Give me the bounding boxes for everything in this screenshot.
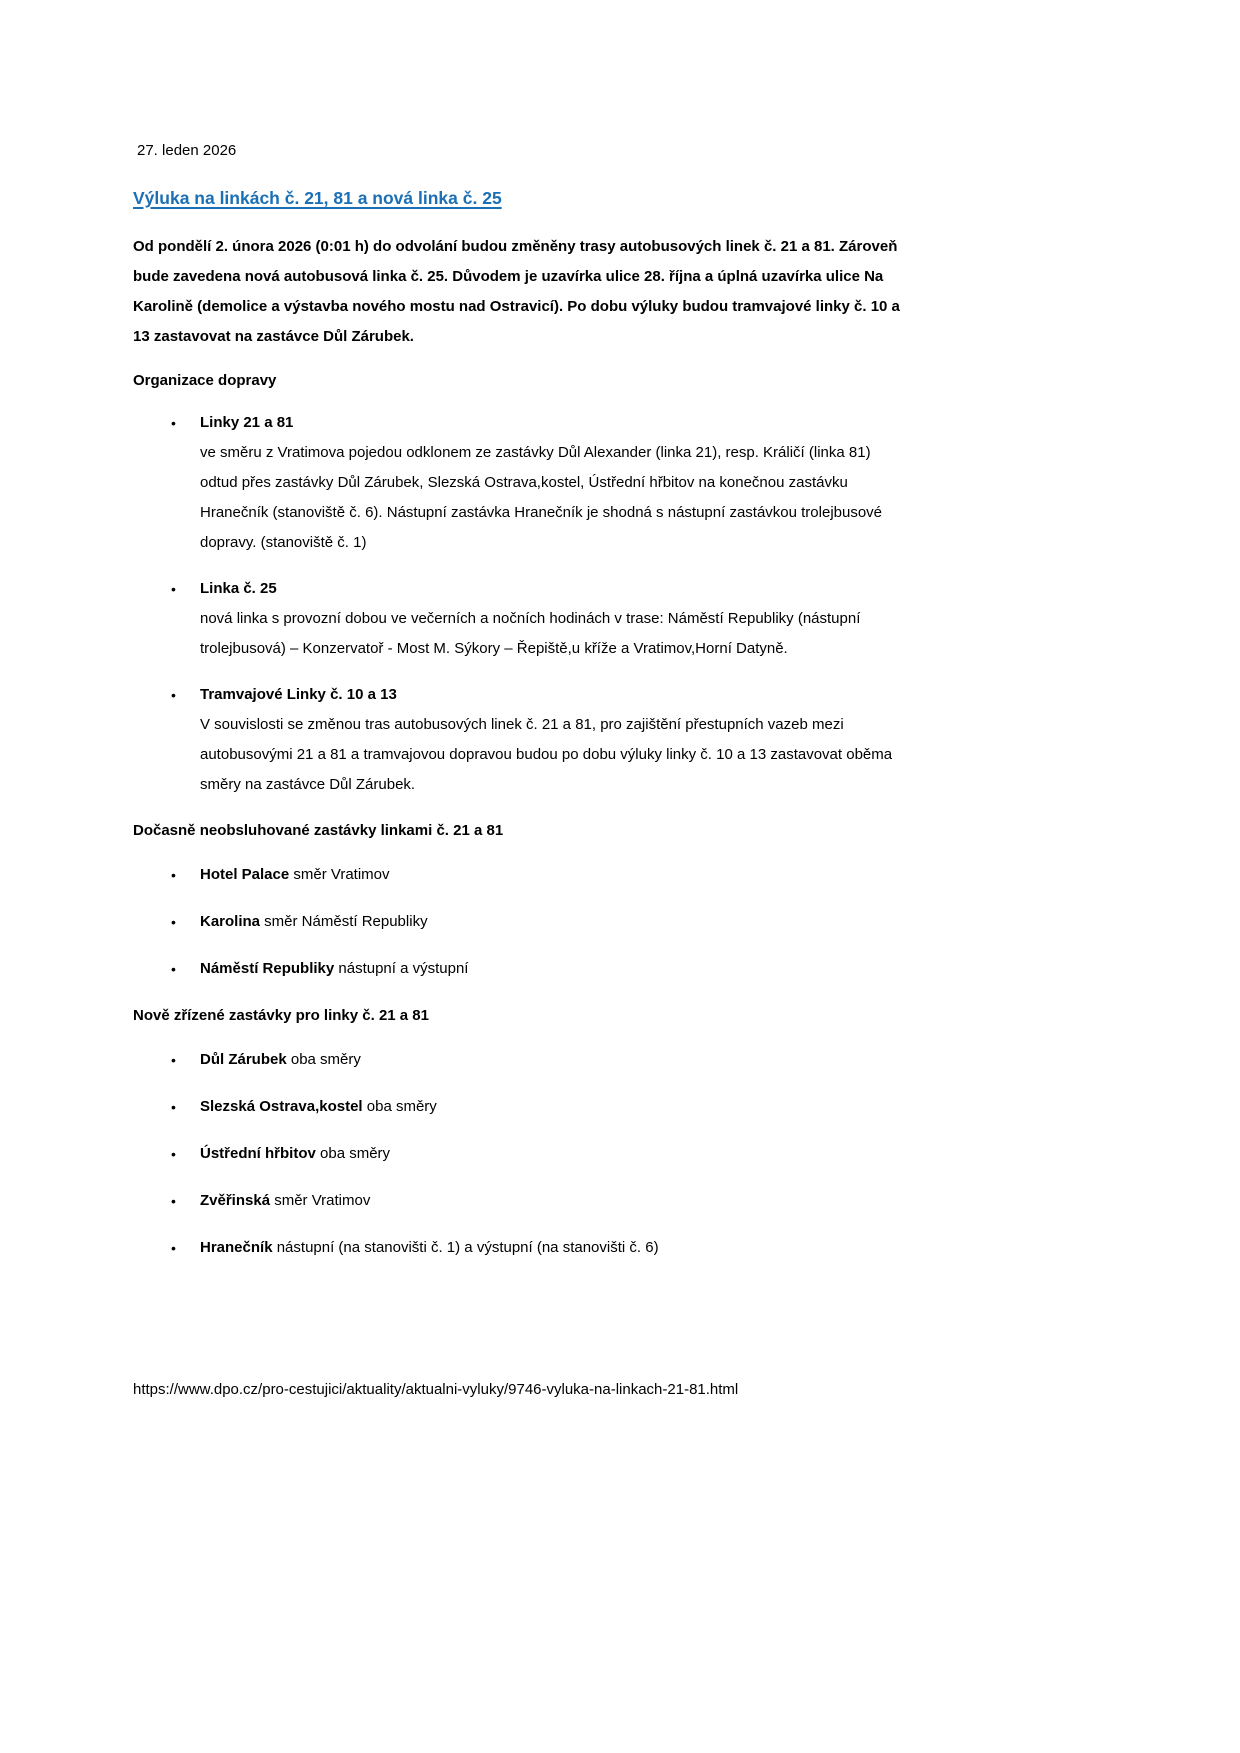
bullet-icon: • (171, 914, 176, 930)
list-item (133, 1045, 1112, 1075)
stop-note: nástupní a výstupní (334, 960, 469, 977)
article-title-line (133, 186, 1112, 210)
article-title-link[interactable]: Výluka na linkách č. 21, 81 a nová linka č. 25 (133, 188, 502, 208)
list-item (133, 954, 1112, 984)
bullet-icon: • (171, 687, 176, 703)
stop-note: oba směry (315, 1145, 391, 1162)
list-item (133, 1186, 1112, 1216)
bullet-icon: • (171, 1193, 176, 1209)
list-item (133, 408, 1112, 558)
section-heading-organizace-dopravy: Organizace dopravy (133, 372, 277, 389)
list-item (133, 1092, 1112, 1122)
bullet-icon: • (171, 1240, 176, 1256)
neobsluhovane-list (133, 860, 1112, 984)
source-url: https://www.dpo.cz/pro-cestujici/aktuality/aktualni-vyluky/9746-vyluka-na-linkach-21-81.html (133, 1381, 739, 1398)
bullet-icon: • (171, 1146, 176, 1162)
section-heading-nove-zrizene-zastavky: Nově zřízené zastávky pro linky č. 21 a 81 (133, 1007, 429, 1024)
list-item-body: V souvislosti se změnou tras autobusových linek č. 21 a 81, pro zajištění přestupních vazeb mezi autobusovými 21 a 81 a tramvajovou dopravou budou po dobu výluky linky č. 10 a 13 zastavovat oběma směry na zastávce Důl Zárubek. (200, 716, 893, 793)
bullet-icon: • (171, 415, 176, 431)
stop-note: nástupní (na stanovišti č. 1) a výstupní (na stanovišti č. 6) (272, 1239, 659, 1256)
list-item (133, 907, 1112, 937)
stop-name: Zvěřinská (200, 1192, 271, 1209)
list-item (133, 1233, 1112, 1263)
list-item-body: nová linka s provozní dobou ve večerních a nočních hodinách v trase: Náměstí Republiky (nástupní trolejbusová) – Konzervatoř - Most M. Sýkory – Řepiště,u kříže a Vratimov,Horní Datyně. (200, 610, 861, 657)
list-item-title: Linka č. 25 (200, 580, 277, 597)
stop-name: Náměstí Republiky (200, 960, 335, 977)
list-item-title: Linky 21 a 81 (200, 414, 294, 431)
list-item (133, 860, 1112, 890)
stop-note: směr Vratimov (289, 866, 390, 883)
stop-name: Důl Zárubek (200, 1051, 287, 1068)
bullet-icon: • (171, 1099, 176, 1115)
section-heading-neobsluhovane-zastavky: Dočasně neobsluhované zastávky linkami č. 21 a 81 (133, 822, 504, 839)
list-item-body: ve směru z Vratimova pojedou odklonem ze zastávky Důl Alexander (linka 21), resp. Králičí (linka 81) odtud přes zastávky Důl Zárubek, Slezská Ostrava,kostel, Ústřední hřbitov na konečnou zastávku Hranečník (stanoviště č. 6). Nástupní zastávka Hranečník je shodná s nástupní zastávkou trolejbusové dopravy. (stanoviště č. 1) (200, 444, 883, 551)
stop-name: Karolina (200, 913, 261, 930)
nove-zrizene-list (133, 1045, 1112, 1263)
stop-note: směr Náměstí Republiky (260, 913, 428, 930)
bullet-icon: • (171, 961, 176, 977)
stop-name: Hranečník (200, 1239, 273, 1256)
list-item (133, 680, 1112, 800)
organizace-list (133, 408, 1112, 800)
stop-name: Hotel Palace (200, 866, 290, 883)
stop-note: oba směry (362, 1098, 437, 1115)
document-date: 27. leden 2026 (137, 142, 237, 159)
bullet-icon: • (171, 1052, 176, 1068)
list-item (133, 1139, 1112, 1169)
bullet-icon: • (171, 867, 176, 883)
list-item (133, 574, 1112, 664)
stop-name: Ústřední hřbitov (200, 1145, 316, 1162)
stop-name: Slezská Ostrava,kostel (200, 1098, 363, 1115)
bullet-icon: • (171, 581, 176, 597)
intro-paragraph: Od pondělí 2. února 2026 (0:01 h) do odvolání budou změněny trasy autobusových linek č. 21 a 81. Zároveň bude zavedena nová autobusová linka č. 25. Důvodem je uzavírka ulice 28. října a úplná uzavírka ulice Na Karolině (demolice a výstavba nového mostu nad Ostravicí). Po dobu výluky budou tramvajové linky č. 10 a 13 zastavovat na zastávce Důl Zárubek. (133, 238, 900, 345)
list-item-title: Tramvajové Linky č. 10 a 13 (200, 686, 397, 703)
stop-note: oba směry (286, 1051, 361, 1068)
stop-note: směr Vratimov (270, 1192, 371, 1209)
